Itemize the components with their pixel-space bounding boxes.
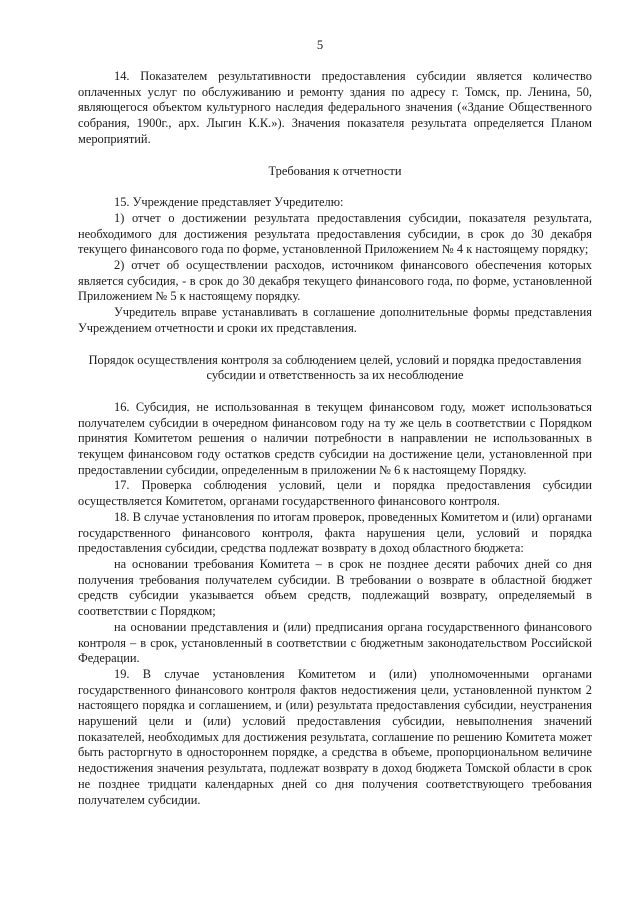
- document-body: [78, 69, 592, 808]
- paragraph-14: 14. Показателем результативности предоставления субсидии является количество оплаченных услуг по обслуживанию и ремонту здания по адресу г. Томск, пр. Ленина, 50, являющегося объектом культурного наследия федерального значения («Здание Общественного собрания, 1900г., арх. Лыгин К.К.»). Значения показателя результата определяется Планом мероприятий.: [78, 69, 592, 146]
- section-heading-reporting: Требования к отчетности: [268, 163, 402, 178]
- paragraph-19: 19. В случае установления Комитетом и (или) уполномоченными органами государственного финансового контроля фактов недостижения цели, установленной пунктом 2 настоящего порядка и соглашением, и (или) результата предоставления субсидии, неустранения нарушений цели и (или) условий предоставления субсидии, невыполнения значений показателей, необходимых для достижения результата, соглашение по решению Комитета может быть расторгнуто в одностороннем порядке, а средства в объеме, пропорциональном величине недостижения значения результата, подлежат возврату в доход бюджета Томской области в срок не позднее тридцати календарных дней со дня получения соответствующего требования получателем субсидии.: [78, 666, 592, 807]
- paragraph-15: 15. Учреждение представляет Учредителю:: [114, 195, 344, 210]
- paragraph-17: 17. Проверка соблюдения условий, цели и порядка предоставления субсидии осуществляется Комитетом, органами государственного финансового контроля.: [78, 478, 592, 509]
- paragraph-15-item-1: 1) отчет о достижении результата предоставления субсидии, показателя результата, необходимого для достижения результата предоставления субсидии, в срок до 30 декабря текущего финансового года по форме, установленной Приложением № 4 к настоящему порядку;: [78, 210, 592, 257]
- paragraph-18: 18. В случае установления по итогам проверок, проведенных Комитетом и (или) органами государственного финансового контроля, факта нарушения цели, условий и порядка предоставления субсидии, средства подлежат возврату в доход областного бюджета:: [78, 509, 592, 556]
- page-number: 5: [316, 38, 324, 52]
- section-heading-control: Порядок осуществления контроля за соблюдением целей, условий и порядка предоставления субсидии и ответственность за их несоблюдение: [88, 352, 582, 383]
- paragraph-15-founder-right: Учредитель вправе устанавливать в соглашение дополнительные формы представления Учреждением отчетности и сроки их представления.: [78, 305, 592, 335]
- paragraph-18-item-1: на основании требования Комитета – в срок не позднее десяти рабочих дней со дня получения требования получателем субсидии. В требовании о возврате в областной бюджет средств субсидии указывается объем средств, подлежащий возврату, определяемый в соответствии с Порядком;: [78, 556, 592, 619]
- paragraph-15-item-2: 2) отчет об осуществлении расходов, источником финансового обеспечения которых является субсидия, - в срок до 30 декабря текущего финансового года, по форме, установленной Приложением № 5 к настоящему порядку.: [78, 258, 592, 304]
- paragraph-16: 16. Субсидия, не использованная в текущем финансовом году, может использоваться получателем субсидии в очередном финансовом году на ту же цель в соответствии с Порядком принятия Комитетом решения о наличии потребности в направлении не использованных в текущем финансовом году остатков средств субсидии на достижение цели, установленной при предоставлении субсидии, определенным в приложении № 6 к настоящему Порядку.: [78, 399, 592, 477]
- paragraph-18-item-2: на основании представления и (или) предписания органа государственного финансового контроля – в срок, установленный в соответствии с бюджетным законодательством Российской Федерации.: [78, 619, 592, 666]
